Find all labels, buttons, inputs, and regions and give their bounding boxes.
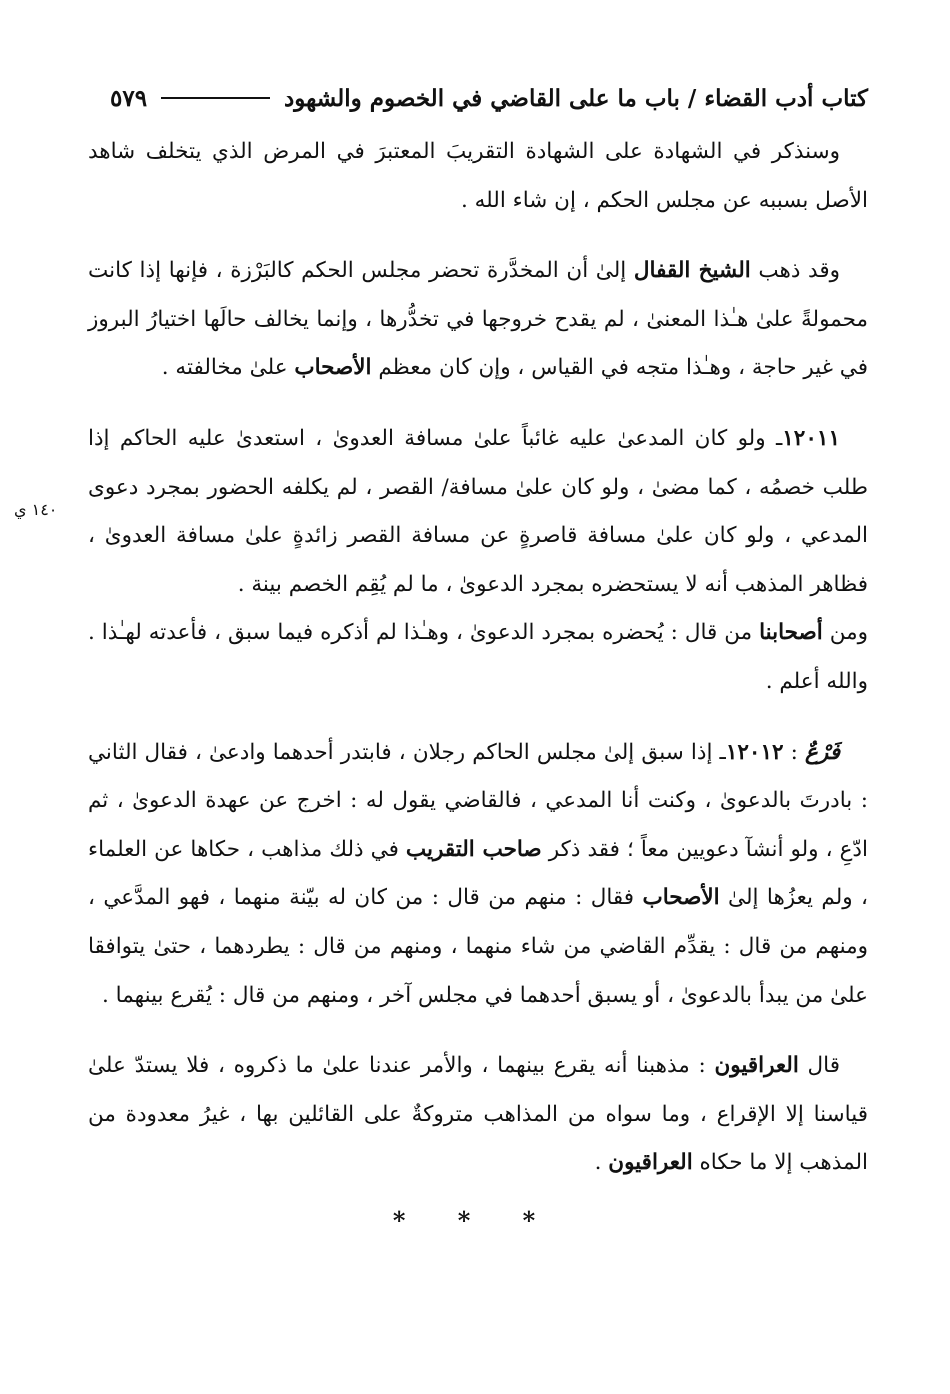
page-number: ٥٧٩: [110, 84, 148, 112]
running-title: كتاب أدب القضاء / باب ما على القاضي في الخصوم والشهود: [284, 84, 868, 112]
body-text: [88, 128, 868, 1188]
bold-name: الأصحاب: [642, 885, 720, 911]
paragraph-text: وسنذكر في الشهادة على الشهادة التقريبَ المعتبرَ في المرض الذي يتخلف شاهد الأصل بسببه عن مجلس الحكم ، إن شاء الله .: [88, 139, 868, 213]
paragraph-2: [88, 247, 868, 393]
margin-note: ١٤٠ ي: [14, 500, 58, 519]
bold-name: الأصحاب: [294, 355, 372, 381]
paragraph-1: [88, 128, 868, 225]
bold-name: صاحب التقريب: [405, 836, 542, 862]
paragraph-text: فقال : منهم من قال : من كان له بيّنة منهما ، فهو المدَّعي ، ومنهم من قال : يقدِّم القاضي من شاء منهما ، ومنهم من قال : يطردهما ، حتىٰ يتوافقا علىٰ من يبدأ بالدعوىٰ ، أو يسبق أحدهما في مجلس آخر ، ومنهم من قال : يُقرع بينهما .: [88, 885, 868, 1008]
paragraph-5: [88, 729, 868, 1021]
far-label: فَرْعٌ: [805, 739, 840, 765]
paragraph-4: [88, 609, 868, 706]
bold-name: أصحابنا: [759, 620, 823, 646]
paragraph-3: [88, 415, 868, 609]
section-separator: * * *: [392, 1206, 558, 1235]
paragraph-text: من قال : يُحضره بمجرد الدعوىٰ ، وهـٰذا لم أذكره فيما سبق ، فأعدته لهـٰذا . والله أعلم .: [88, 620, 868, 694]
paragraph-text: ـ إذا سبق إلىٰ مجلس الحاكم رجلان ، فابتدر أحدهما وادعىٰ ، فقال الثاني : بادرتَ بالدعوىٰ ، وكنت أنا المدعي ، فالقاضي يقول له : اخرج عن عهدة الدعوىٰ ، ثم ادّعِ ، ولو أنشآ دعويين معاً ؛ فقد ذكر: [88, 739, 868, 862]
paragraph-text: ـ ولو كان المدعىٰ عليه غائباً علىٰ مسافة العدوىٰ ، استعدىٰ عليه الحاكم إذا طلب خصمُه ، كما مضىٰ ، ولو كان علىٰ مسافة/ القصر ، لم يكلفه الحضور بمجرد دعوى المدعي ، ولو كان علىٰ مسافة قاصرةٍ عن مسافة القصر زائدةٍ علىٰ مسافة العدوىٰ ، فظاهر المذهب أنه لا يستحضره بمجرد الدعوىٰ ، ما لم يُقِم الخصم بينة .: [88, 425, 868, 597]
page-header: [110, 78, 868, 118]
paragraph-text: :: [783, 739, 805, 765]
paragraph-6: [88, 1042, 868, 1188]
paragraph-text: .: [594, 1150, 609, 1176]
paragraph-text: إلىٰ أن المخدَّرة تحضر مجلس الحكم كالبَرْزة ، فإنها إذا كانت محمولةً علىٰ هـٰذا المعنىٰ ، لم يقدح خروجها في تخدُّرها ، وإنما يخالف حالَها اختيارُ البروز في غير حاجة ، وهـٰذا متجه في القياس ، وإن كان معظم: [88, 258, 868, 381]
bold-name: العراقيون: [714, 1053, 799, 1079]
entry-number: ١٢٠١٢: [725, 739, 784, 765]
header-rule: [161, 97, 270, 99]
paragraph-text: : مذهبنا أنه يقرع بينهما ، والأمر عندنا علىٰ ما ذكروه ، فلا يستدّ علىٰ قياسنا إلا الإقراع ، وما سواه من المذاهب متروكةٌ على القائلين بها ، غيرُ معدودة من المذهب إلا ما حكاه: [88, 1053, 868, 1176]
entry-number: ١٢٠١١: [782, 425, 840, 451]
paragraph-text: وقد ذهب: [750, 258, 840, 284]
bold-name: الشيخ القفال: [633, 258, 751, 284]
bold-name: العراقيون: [608, 1150, 693, 1176]
paragraph-text: علىٰ مخالفته .: [161, 355, 295, 381]
paragraph-text: قال: [798, 1053, 840, 1079]
paragraph-text: في ذلك مذاهب ، حكاها عن العلماء ، ولم يعزُها إلىٰ: [88, 836, 868, 911]
paragraph-text: ومن: [822, 620, 868, 646]
